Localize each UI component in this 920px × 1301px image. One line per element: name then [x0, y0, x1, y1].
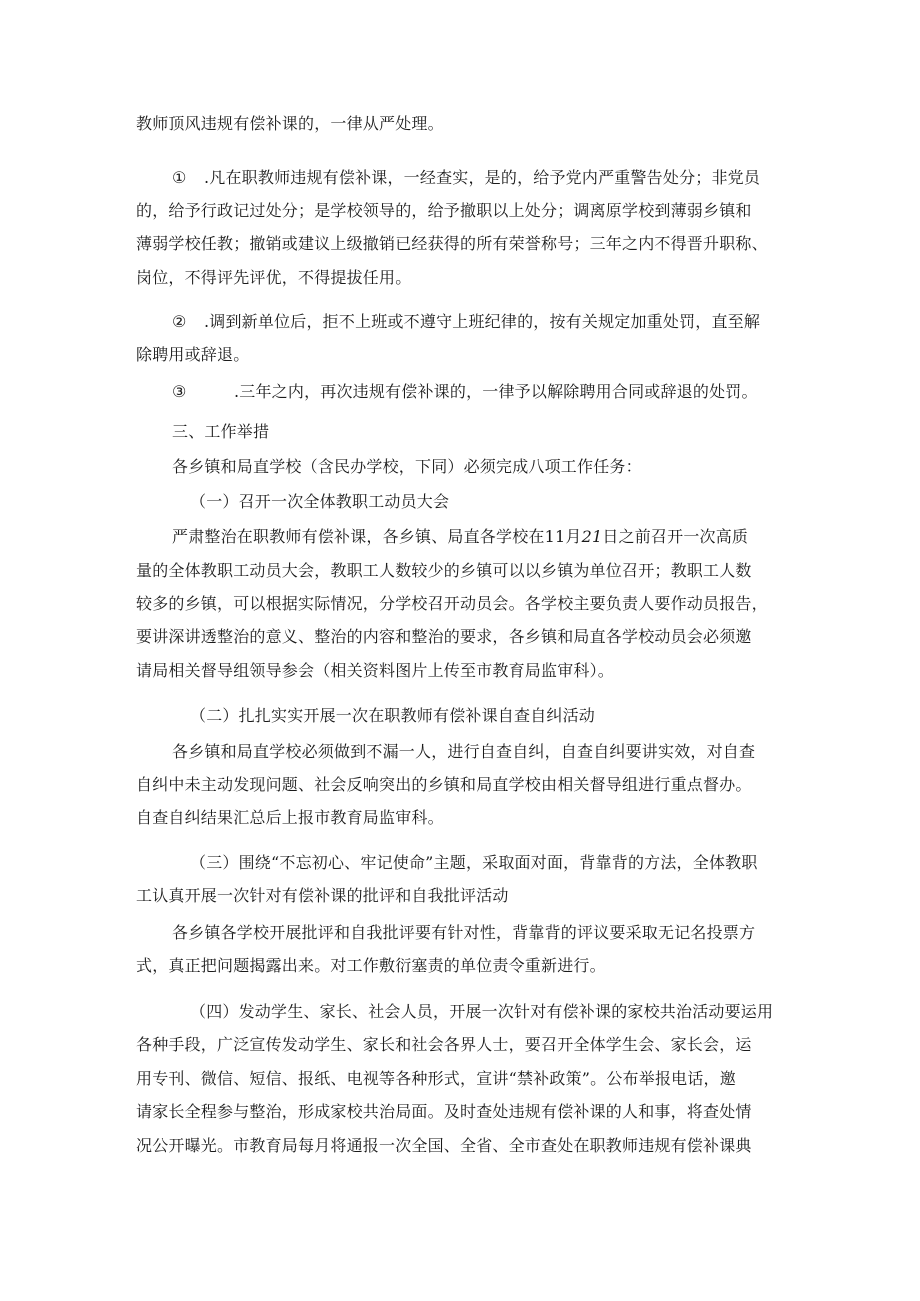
line-text: 薄弱学校任教；撤销或建议上级撤销已经获得的所有荣誉称号；三年之内不得晋升职称、: [136, 234, 768, 253]
text-line: [172, 456, 642, 478]
line-text: 要讲深讲透整治的意义、整治的内容和整治的要求，各乡镇和局直各学校动员会必须邀: [136, 627, 752, 646]
text-line: [136, 593, 768, 615]
line-text: 除聘用或辞退。: [136, 345, 250, 364]
line-text: .调到新单位后，拒不上班或不遵守上班纪律的，按有关规定加重处罚，直至解: [204, 312, 761, 331]
text-line: [136, 660, 614, 682]
date-day: 21: [581, 527, 603, 546]
numbered-item-1: [172, 167, 760, 189]
text-line: [136, 626, 752, 648]
line-text: 较多的乡镇，可以根据实际情况，分学校召开动员会。各学校主要负责人要作动员报告，: [136, 594, 768, 613]
text-line: [136, 560, 752, 582]
line-text: 各乡镇各学校开展批评和自我批评要有针对性，背靠背的评议要采取无记名投票方: [172, 923, 756, 942]
line-text: 量的全体教职工动员大会，教职工人数较少的乡镇可以以乡镇为单位召开；教职工人数: [136, 561, 752, 580]
line-text: 自查自纠结果汇总后上报市教育局监审科。: [136, 808, 444, 827]
line-text: 各乡镇和局直学校必须做到不漏一人，进行自查自纠，自查自纠要讲实效，对自查: [172, 742, 756, 761]
numbered-item-3: [172, 381, 758, 403]
line-text: 用专刊、微信、短信、报纸、电视等各种形式，宣讲“禁补政策”。公布举报电话，邀: [136, 1069, 736, 1088]
list-marker: ②: [172, 312, 187, 331]
text-line: [136, 807, 444, 829]
line-text: 严肃整治在职教师有偿补课，各乡镇、局直各学校在11月: [172, 527, 582, 546]
line-text: 三、工作举措: [172, 422, 270, 441]
text-line: [136, 344, 249, 366]
subsection-heading: [190, 852, 758, 874]
text-line: [136, 774, 752, 796]
text-line: [136, 200, 752, 222]
line-text: 各种手段，广泛宣传发动学生、家长和社会各界人士，要召开全体学生会、家长会，运: [136, 1035, 752, 1054]
line-text: 日之前召开一次高质: [602, 527, 749, 546]
text-line: [136, 267, 411, 289]
text-line: [136, 113, 444, 135]
text-line: [136, 1101, 752, 1123]
line-text: 岗位，不得评先评优，不得提拔任用。: [136, 268, 412, 287]
line-text: 请家长全程参与整治，形成家校共治局面。及时查处违规有偿补课的人和事，将查处情: [136, 1102, 752, 1121]
line-text: 式，真正把问题揭露出来。对工作敷衍塞责的单位责令重新进行。: [136, 956, 606, 975]
text-line: [172, 922, 755, 944]
subsection-heading: [190, 705, 595, 727]
text-line: [136, 1034, 752, 1056]
text-line: [136, 955, 606, 977]
list-marker: ①: [172, 168, 187, 187]
text-line: [136, 885, 509, 907]
line-text: （二）扎扎实实开展一次在职教师有偿补课自查自纠活动: [190, 706, 596, 725]
line-text: （三）围绕“不忘初心、牢记使命”主题，采取面对面，背靠背的方法，全体教职: [190, 853, 758, 872]
line-text: .凡在职教师违规有偿补课，一经查实，是的，给予党内严重警告处分；非党员: [204, 168, 761, 187]
text-line: [172, 526, 748, 548]
line-text: （一）召开一次全体教职工动员大会: [190, 492, 450, 511]
subsection-heading: [190, 1001, 773, 1023]
subsection-heading: [190, 491, 449, 513]
list-marker: ③: [172, 382, 187, 401]
section-heading: [172, 421, 269, 443]
line-text: 教师顶风违规有偿补课的，一律从严处理。: [136, 114, 444, 133]
line-text: 的，给予行政记过处分；是学校领导的，给予撤职以上处分；调离原学校到薄弱乡镇和: [136, 201, 752, 220]
line-text: .三年之内，再次违规有偿补课的，一律予以解除聘用合同或辞退的处罚。: [234, 382, 758, 401]
text-line: [136, 1068, 736, 1090]
line-text: 各乡镇和局直学校（含民办学校，下同）必须完成八项工作任务：: [172, 457, 642, 476]
line-text: 请局相关督导组领导参会（相关资料图片上传至市教育局监审科）。: [136, 661, 615, 680]
text-line: [136, 233, 768, 255]
text-line: [136, 1135, 752, 1157]
line-text: 况公开曝光。市教育局每月将通报一次全国、全省、全市查处在职教师违规有偿补课典: [136, 1136, 752, 1155]
line-text: 工认真开展一次针对有偿补课的批评和自我批评活动: [136, 886, 509, 905]
line-text: 自纠中未主动发现问题、社会反响突出的乡镇和局直学校由相关督导组进行重点督办。: [136, 775, 752, 794]
numbered-item-2: [172, 311, 760, 333]
line-text: （四）发动学生、家长、社会人员，开展一次针对有偿补课的家校共治活动要运用: [190, 1002, 774, 1021]
text-line: [172, 741, 755, 763]
